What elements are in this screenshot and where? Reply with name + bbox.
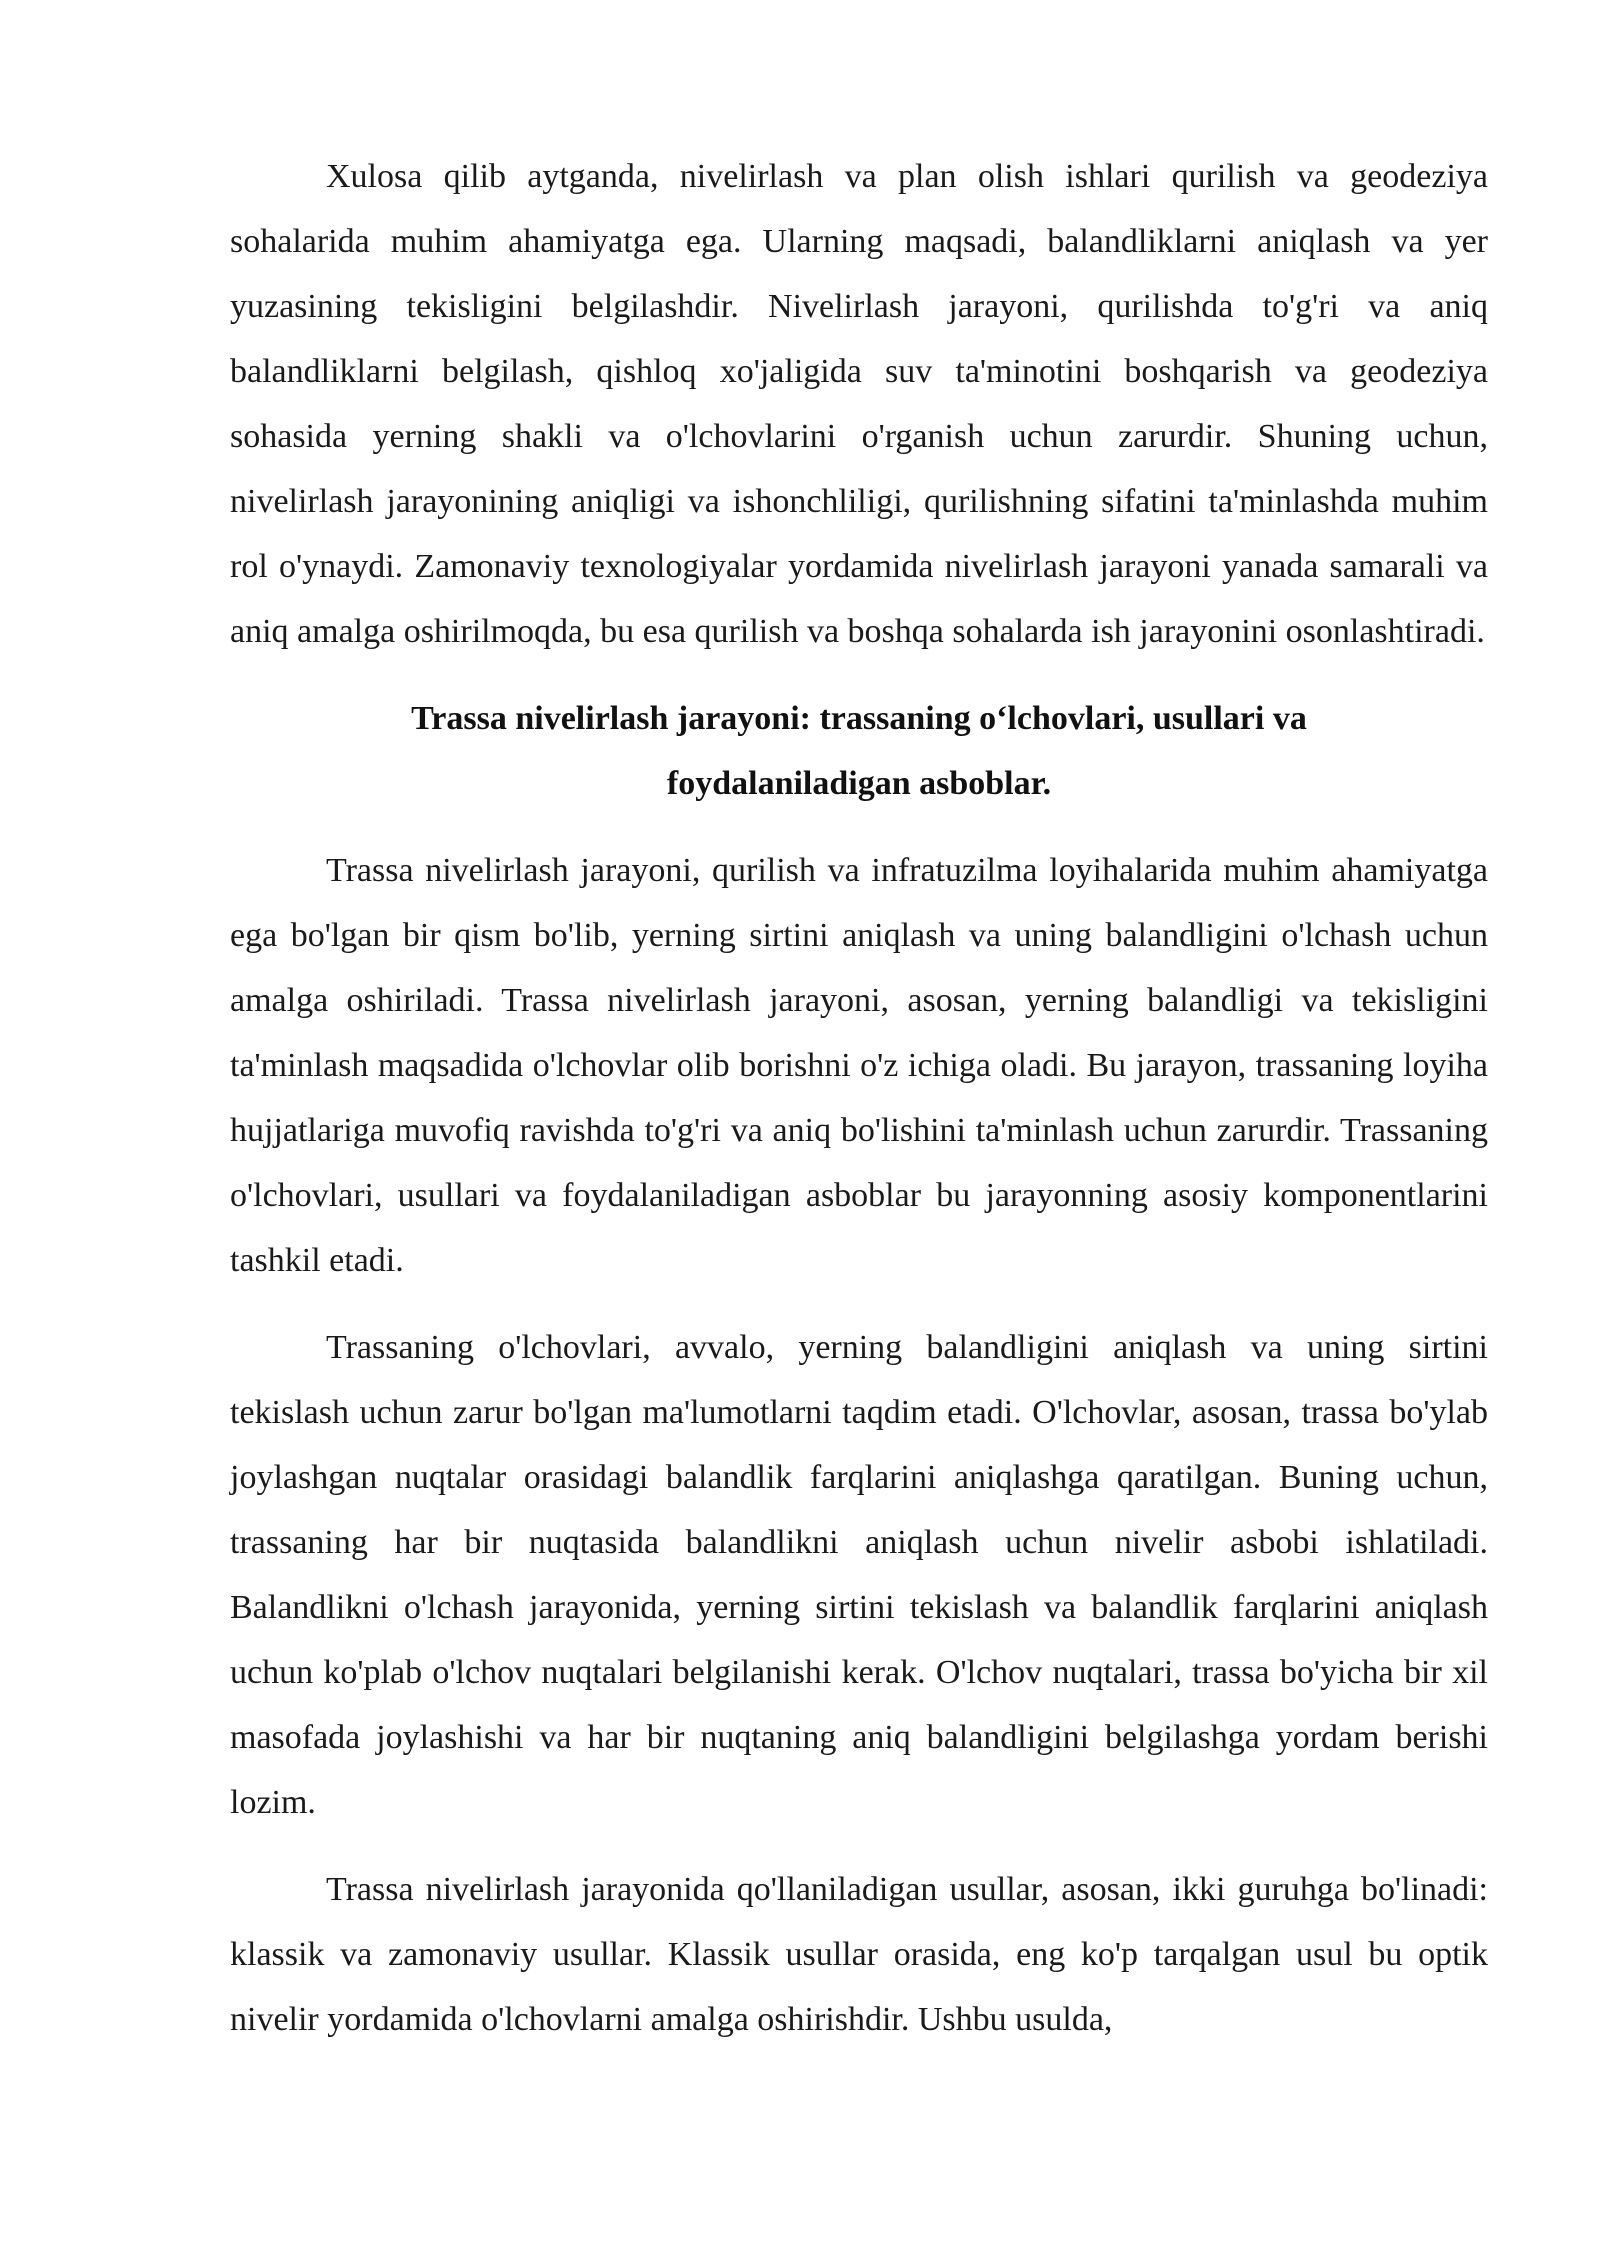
paragraph-conclusion: Xulosa qilib aytganda, nivelirlash va plan olish ishlari qurilish va geodeziya sohalarida muhim ahamiyatga ega. Ularning maqsadi, balandliklarni aniqlash va yer yuzasining tekisligini belgilashdir. Nivelirlash jarayoni, qurilishda to'g'ri va aniq balandliklarni belgilash, qishloq xo'jaligida suv ta'minotini boshqarish va geodeziya sohasida yerning shakli va o'lchovlarini o'rganish uchun zarurdir. Shuning uchun, nivelirlash jarayonining aniqligi va ishonchliligi, qurilishning sifatini ta'minlashda muhim rol o'ynaydi. Zamonaviy texnologiyalar yordamida nivelirlash jarayoni yanada samarali va aniq amalga oshirilmoqda, bu esa qurilish va boshqa sohalarda ish jarayonini osonlashtiradi.	[230, 158, 1488, 650]
paragraph-route-leveling-intro: Trassa nivelirlash jarayoni, qurilish va infratuzilma loyihalarida muhim ahamiyatga ega bo'lgan bir qism bo'lib, yerning sirtini aniqlash va uning balandligini o'lchash uchun amalga oshiriladi. Trassa nivelirlash jarayoni, asosan, yerning balandligi va tekisligini ta'minlash maqsadida o'lchovlar olib borishni o'z ichiga oladi. Bu jarayon, trassaning loyiha hujjatlariga muvofiq ravishda to'g'ri va aniq bo'lishini ta'minlash uchun zarurdir. Trassaning o'lchovlari, usullari va foydalaniladigan asboblar bu jarayonning asosiy komponentlarini tashkil etadi.	[230, 852, 1488, 1279]
paragraph-route-measurements: Trassaning o'lchovlari, avvalo, yerning balandligini aniqlash va uning sirtini tekislash uchun zarur bo'lgan ma'lumotlarni taqdim etadi. O'lchovlar, asosan, trassa bo'ylab joylashgan nuqtalar orasidagi balandlik farqlarini aniqlashga qaratilgan. Buning uchun, trassaning har bir nuqtasida balandlikni aniqlash uchun nivelir asbobi ishlatiladi. Balandlikni o'lchash jarayonida, yerning sirtini tekislash va balandlik farqlarini aniqlash uchun ko'plab o'lchov nuqtalari belgilanishi kerak. O'lchov nuqtalari, trassa bo'yicha bir xil masofada joylashishi va har bir nuqtaning aniq balandligini belgilashga yordam berishi lozim.	[230, 1329, 1488, 1821]
paragraph-route-methods: Trassa nivelirlash jarayonida qo'llaniladigan usullar, asosan, ikki guruhga bo'linadi: klassik va zamonaviy usullar. Klassik usullar orasida, eng ko'p tarqalgan usul bu optik nivelir yordamida o'lchovlarni amalga oshirishdir. Ushbu usulda,	[230, 1871, 1488, 2038]
section-heading: Trassa nivelirlash jarayoni: trassaning o‘lchovlari, usullari va foydalaniladigan asboblar.	[411, 700, 1307, 802]
document-body	[230, 144, 1488, 2052]
